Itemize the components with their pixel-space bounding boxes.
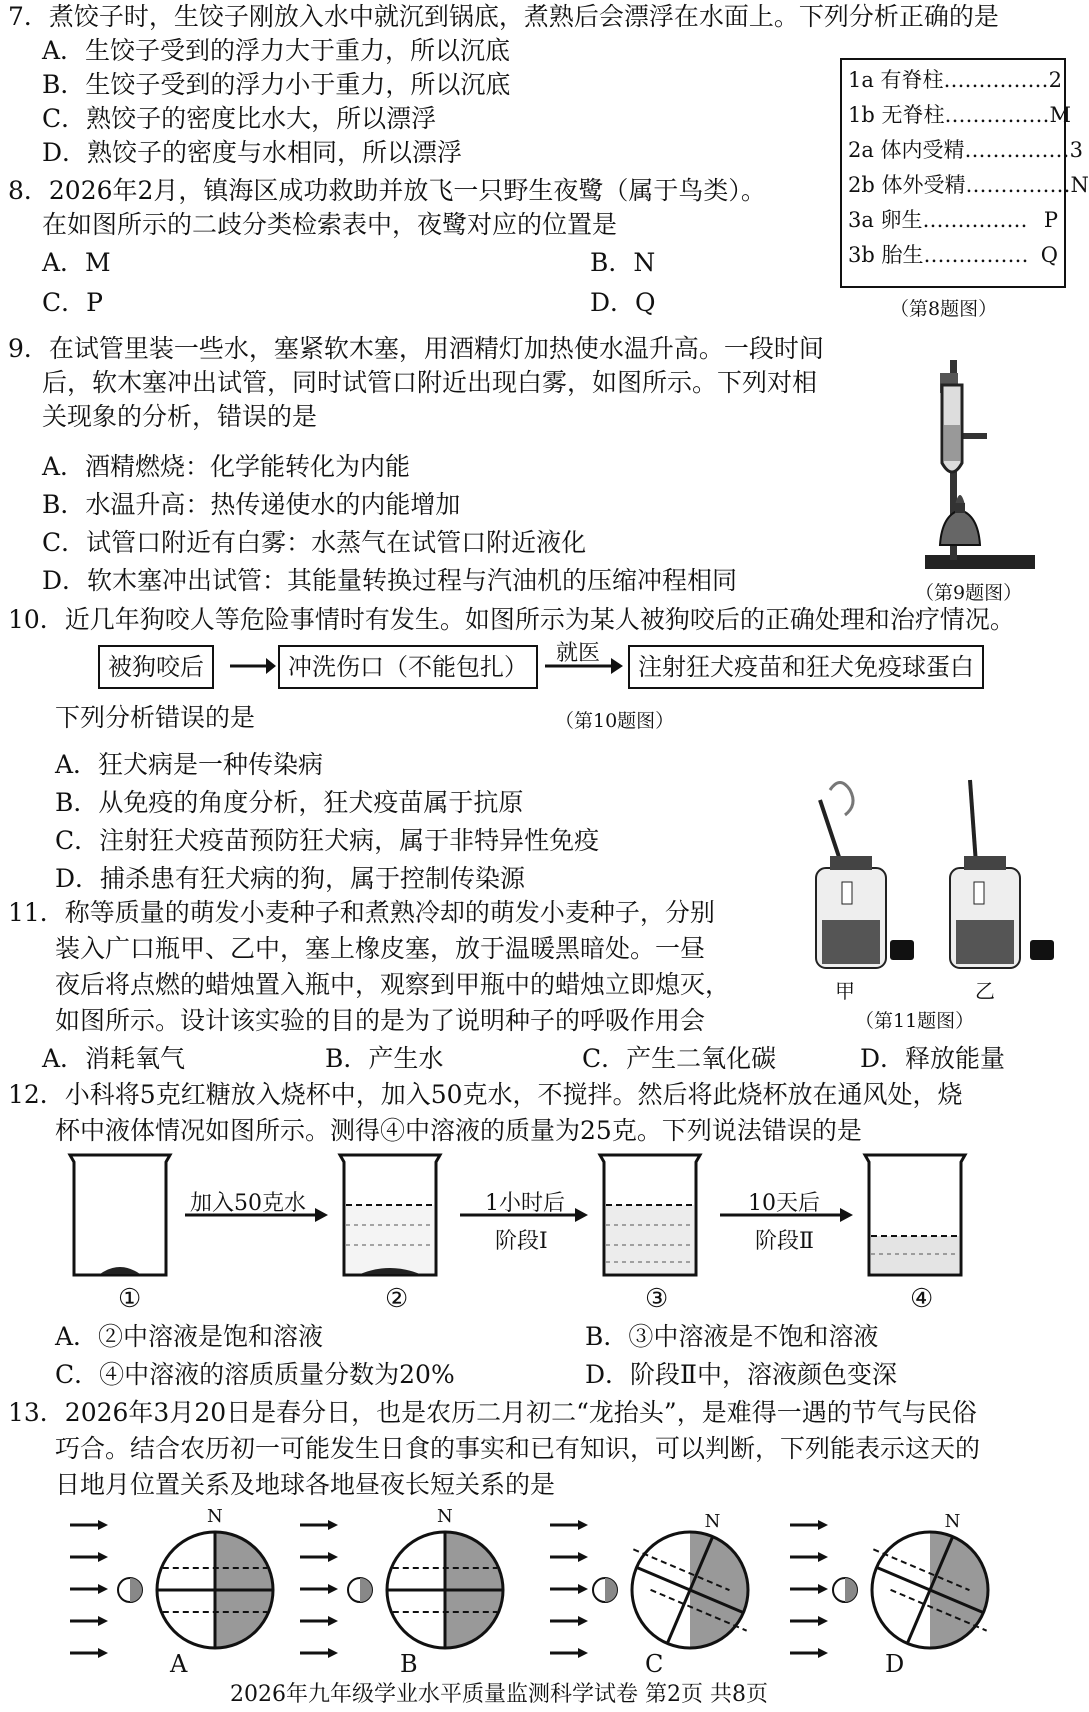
q9-stem-line3: 关现象的分析，错误的是 (42, 402, 318, 431)
earth-diagram-b (300, 1520, 503, 1658)
q7-option-b: B．生饺子受到的浮力小于重力，所以沉底 (42, 70, 511, 99)
earth-diagram-a (70, 1520, 273, 1658)
key-row-label: 2b 体外受精…………… (848, 173, 1071, 197)
beaker-number-4: ④ (910, 1284, 934, 1314)
beaker-4 (865, 1155, 965, 1275)
q8-option-c: C．P (42, 288, 103, 317)
jar-label-jia: 甲 (835, 979, 855, 1003)
seed-jars-figure (800, 770, 1070, 980)
q9-stem-line1: 9．在试管里装一些水，塞紧软木塞，用酒精灯加热使水温升高。一段时间 (8, 334, 824, 363)
q10-option-d: D．捕杀患有狂犬病的狗，属于控制传染源 (55, 864, 526, 893)
q10-caption: （第10题图） (555, 710, 675, 732)
q12-option-a: A．②中溶液是饱和溶液 (55, 1322, 324, 1351)
flow-label-see-doctor: 就医 (556, 641, 601, 666)
q10-stem: 10．近几年狗咬人等危险事情时有发生。如图所示为某人被狗咬后的正确处理和治疗情况。 (8, 605, 1015, 634)
key-row-label: 3a 卵生…………… (848, 208, 1028, 232)
q9-option-b: B．水温升高：热传递使水的内能增加 (42, 490, 461, 519)
q8-stem-line2: 在如图所示的二歧分类检索表中，夜鹭对应的位置是 (42, 210, 618, 239)
beakers-figure (60, 1150, 1070, 1300)
q11-stem-line3: 夜后将点燃的蜡烛置入瓶中，观察到甲瓶中的蜡烛立即熄灭， (55, 970, 731, 999)
q10-option-b: B．从免疫的角度分析，狂犬疫苗属于抗原 (55, 788, 524, 817)
arrow-label-add-water: 加入50克水 (190, 1191, 306, 1216)
dichotomous-key-table (840, 58, 1089, 288)
q8-option-a: A．M (42, 248, 111, 277)
option-label-c: C (645, 1650, 664, 1678)
q12-option-d: D．阶段Ⅱ中，溶液颜色变深 (585, 1360, 898, 1389)
flow-step-vaccine: 注射狂犬疫苗和狂犬免疫球蛋白 (628, 645, 984, 689)
q11-option-c: C．产生二氧化碳 (582, 1044, 777, 1073)
arrow-label-1hour: 1小时后 (485, 1191, 565, 1216)
key-row-label: 2a 体内受精…………… (848, 138, 1070, 162)
north-label: N (437, 1506, 453, 1527)
q8-stem-line1: 8．2026年2月，镇海区成功救助并放飞一只野生夜鹭（属于鸟类）。 (8, 176, 766, 205)
q11-stem-line1: 11．称等质量的萌发小麦种子和煮熟冷却的萌发小麦种子，分别 (8, 898, 715, 927)
beaker-number-2: ② (385, 1284, 409, 1314)
jar-label-yi: 乙 (975, 979, 995, 1003)
q11-stem-line2: 装入广口瓶甲、乙中，塞上橡皮塞，放于温暖黑暗处。一昼 (55, 934, 706, 963)
option-label-a: A (170, 1650, 188, 1678)
q11-option-a: A．消耗氧气 (42, 1044, 186, 1073)
option-label-b: B (400, 1650, 418, 1678)
beaker-number-1: ① (118, 1284, 142, 1314)
q9-option-a: A．酒精燃烧：化学能转化为内能 (42, 452, 411, 481)
q8-option-d: D．Q (590, 288, 656, 317)
key-row-result: Q (1040, 243, 1058, 267)
q13-stem-line3: 日地月位置关系及地球各地昼夜长短关系的是 (55, 1470, 556, 1499)
key-row-result: P (1043, 208, 1058, 232)
key-row (842, 203, 1064, 238)
option-label-d: D (885, 1650, 905, 1678)
q7-stem: 7．煮饺子时，生饺子刚放入水中就沉到锅底，煮熟后会漂浮在水面上。下列分析正确的是 (8, 2, 999, 31)
q10-option-a: A．狂犬病是一种传染病 (55, 750, 324, 779)
q12-option-b: B．③中溶液是不饱和溶液 (585, 1322, 879, 1351)
q13-stem-line2: 巧合。结合农历初一可能发生日食的事实和已有知识，可以判断，下列能表示这天的 (55, 1434, 981, 1463)
q12-option-c: C．④中溶液的溶质质量分数为20% (55, 1360, 455, 1389)
sun-earth-moon-diagrams (0, 1505, 1080, 1680)
flow-arrow-1 (230, 655, 276, 677)
key-row (842, 63, 1064, 98)
q11-option-b: B．产生水 (325, 1044, 444, 1073)
arrow-label-10days: 10天后 (748, 1191, 820, 1216)
north-label: N (944, 1510, 961, 1532)
page-footer: 2026年九年级学业水平质量监测科学试卷 第2页 共8页 (230, 1682, 768, 1707)
q9-stem-line2: 后，软木塞冲出试管，同时试管口附近出现白雾，如图所示。下列对相 (42, 368, 818, 397)
q13-stem-line1: 13．2026年3月20日是春分日，也是农历二月初二“龙抬头”，是难得一遇的节气与民俗 (8, 1398, 977, 1427)
q11-option-d: D．释放能量 (860, 1044, 1006, 1073)
key-row (842, 238, 1064, 273)
key-row (842, 168, 1089, 203)
flow-step-wash-wound: 冲洗伤口（不能包扎） (278, 645, 538, 689)
north-label: N (704, 1510, 721, 1532)
key-row (842, 133, 1083, 168)
q8-option-b: B．N (590, 248, 656, 277)
q11-caption: （第11题图） (855, 1010, 975, 1032)
arrow-label-stage1: 阶段Ⅰ (495, 1229, 548, 1254)
q8-caption: （第8题图） (890, 298, 998, 320)
q12-stem-line2: 杯中液体情况如图所示。测得④中溶液的质量为25克。下列说法错误的是 (55, 1116, 862, 1145)
earth-diagram-c (550, 1520, 748, 1658)
q9-option-d: D．软木塞冲出试管：其能量转换过程与汽油机的压缩冲程相同 (42, 566, 738, 595)
flow-step-bitten: 被狗咬后 (98, 645, 214, 689)
q7-option-c: C．熟饺子的密度比水大，所以漂浮 (42, 104, 437, 133)
q7-option-a: A．生饺子受到的浮力大于重力，所以沉底 (42, 36, 511, 65)
key-row-label: 1b 无脊柱…………… (848, 103, 1050, 127)
key-row-result: 2 (1048, 68, 1062, 92)
key-row-result: N (1070, 173, 1089, 197)
earth-diagram-d (790, 1520, 988, 1658)
key-row (842, 98, 1071, 133)
beaker-2 (340, 1155, 440, 1275)
beaker-number-3: ③ (645, 1284, 669, 1314)
key-row-result: M (1049, 103, 1071, 127)
key-row-result: 3 (1069, 138, 1083, 162)
key-row-label: 3b 胎生…………… (848, 243, 1029, 267)
beaker-1 (70, 1155, 170, 1275)
beaker-3 (600, 1155, 700, 1275)
key-row-label: 1a 有脊柱…………… (848, 68, 1049, 92)
q12-stem-line1: 12．小科将5克红糖放入烧杯中，加入50克水，不搅拌。然后将此烧杯放在通风处，烧 (8, 1080, 963, 1109)
q9-caption: （第9题图） (915, 582, 1023, 604)
north-label: N (207, 1506, 223, 1527)
q10-sub: 下列分析错误的是 (55, 703, 256, 732)
q10-option-c: C．注射狂犬疫苗预防狂犬病，属于非特异性免疫 (55, 826, 600, 855)
q11-stem-line4: 如图所示。设计该实验的目的是为了说明种子的呼吸作用会 (55, 1006, 706, 1035)
q7-option-d: D．熟饺子的密度与水相同，所以漂浮 (42, 138, 463, 167)
test-tube-heating-figure (920, 355, 1050, 575)
arrow-label-stage2: 阶段Ⅱ (755, 1229, 814, 1254)
q9-option-c: C．试管口附近有白雾：水蒸气在试管口附近液化 (42, 528, 587, 557)
